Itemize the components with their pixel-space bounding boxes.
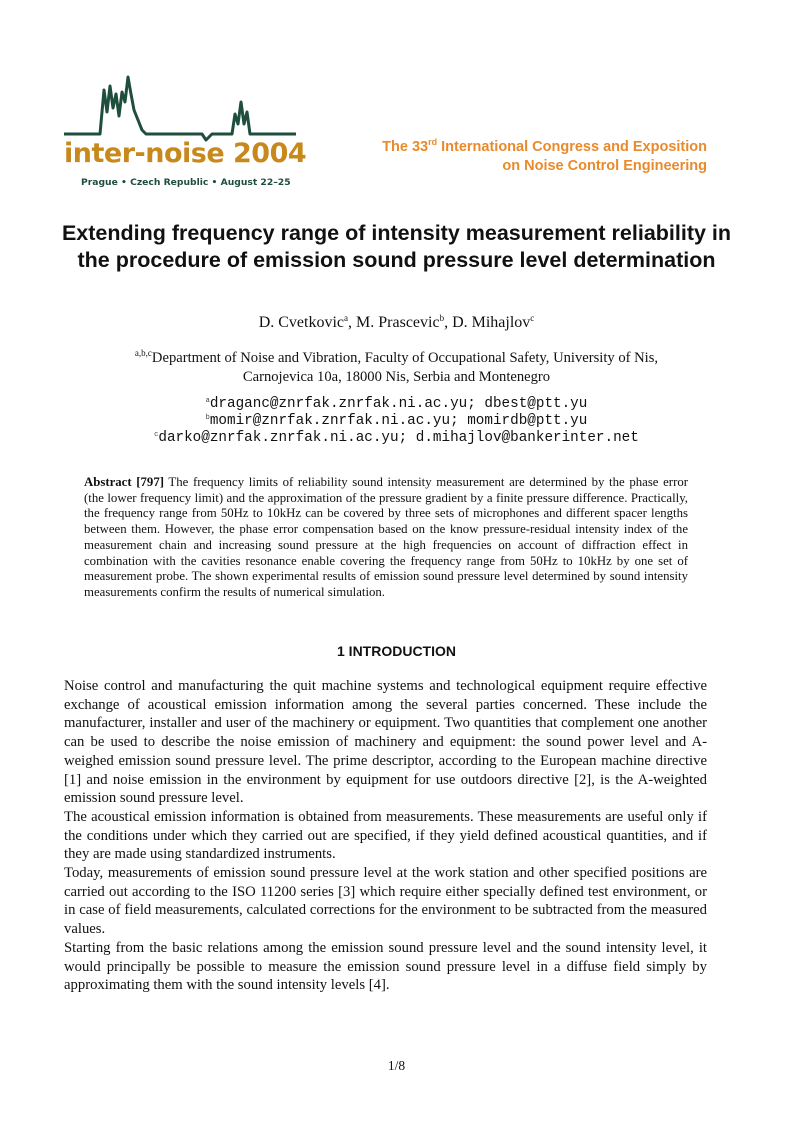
- logo-subtitle: Prague • Czech Republic • August 22–25: [81, 177, 291, 188]
- author-list: D. Cvetkovic$^a$, M. Prascevic$^b$, D. Mihajlov$^c$: [258, 313, 535, 331]
- author-name: D. Cvetkovic: [258, 314, 345, 331]
- logo-wordmark: inter-noise 2004: [64, 138, 307, 169]
- prague-skyline-icon: [62, 72, 298, 142]
- author-name: M. Prascevic: [356, 314, 440, 331]
- conference-logo: [62, 72, 307, 194]
- paragraph: Starting from the basic relations among the emission sound pressure level and the sound intensity level, it would principally be possible to measure the emission sound pressure level in a diffuse field simply by approximating them with the sound intensity levels [4].: [64, 939, 707, 994]
- abstract: [84, 475, 688, 601]
- paragraph: The acoustical emission information is obtained from measurements. These measurements are useful only if the conditions under which they carried out are specified, if they yield defined acoustical quantities, and if they are made using standardized instruments.: [64, 808, 707, 863]
- email-line: $^a$draganc@znrfak.znrfak.ni.ac.yu; dbest@ptt.yu: [205, 396, 588, 412]
- congress-line-2: on Noise Control Engineering: [502, 158, 707, 174]
- email-line: $^b$momir@znrfak.znrfak.ni.ac.yu; momirdb@ptt.yu: [205, 413, 588, 429]
- introduction-body: [64, 677, 707, 995]
- abstract-label: Abstract [797]: [84, 475, 164, 489]
- abstract-text: The frequency limits of reliability sound intensity measurement are determined by the phase error (the lower frequency limit) and the approximation of the pressure gradient by a finite pressure difference. Practically, the frequency range from 50Hz to 10kHz can be covered by three sets of microphones and different spacer lengths between them. However, the phase error compensation based on the know pressure-residual intensity index of the measurement chain and increasing sound pressure at the high frequencies on account of diffraction effect in combination with the cavities resonance enable covering the frequency range from 50Hz to 10kHz by one set of measurement probe. The shown experimental results of emission sound pressure level determined by sound intensity measurements confirm the results of numerical simulation.: [84, 475, 688, 599]
- congress-heading: [382, 138, 707, 176]
- congress-line-1: The 33rd International Congress and Exposition: [382, 137, 707, 155]
- paragraph: Noise control and manufacturing the quit machine systems and technological equipment require effective exchange of acoustical emission information among the several parties concerned. These include the manufacturer, installer and user of the machinery or equipment. Two quantities that complement one another can be used to describe the noise emission of machinery and equipment: the sound power level and A-weighed emission sound pressure level. The prime descriptor, according to the European machine directive [1] and noise emission in the environment by equipment for use outdoors directive [2], is the A-weighted emission sound pressure level.: [64, 678, 707, 807]
- affiliation: $^{a,b,c}$Department of Noise and Vibration, Faculty of Occupational Safety, University of Nis, Carnojevica 10a, 18000 Nis, Serbia and Montenegro: [134, 348, 659, 385]
- email-line: $^c$darko@znrfak.znrfak.ni.ac.yu; d.mihajlov@bankerinter.net: [154, 430, 639, 446]
- paragraph: Today, measurements of emission sound pressure level at the work station and other specified positions are carried out according to the ISO 11200 series [3] which require either specially defined test environment, or in case of field measurements, calculated corrections for the environment to be subtracted from the measured values.: [64, 865, 707, 938]
- author-name: D. Mihajlov: [452, 314, 531, 331]
- email-list: [60, 396, 733, 447]
- section-heading: 1 INTRODUCTION: [337, 643, 456, 659]
- page-number: 1/8: [387, 1058, 406, 1073]
- paper-title: Extending frequency range of intensity measurement reliability in the procedure of emission sound pressure level determination: [61, 221, 732, 272]
